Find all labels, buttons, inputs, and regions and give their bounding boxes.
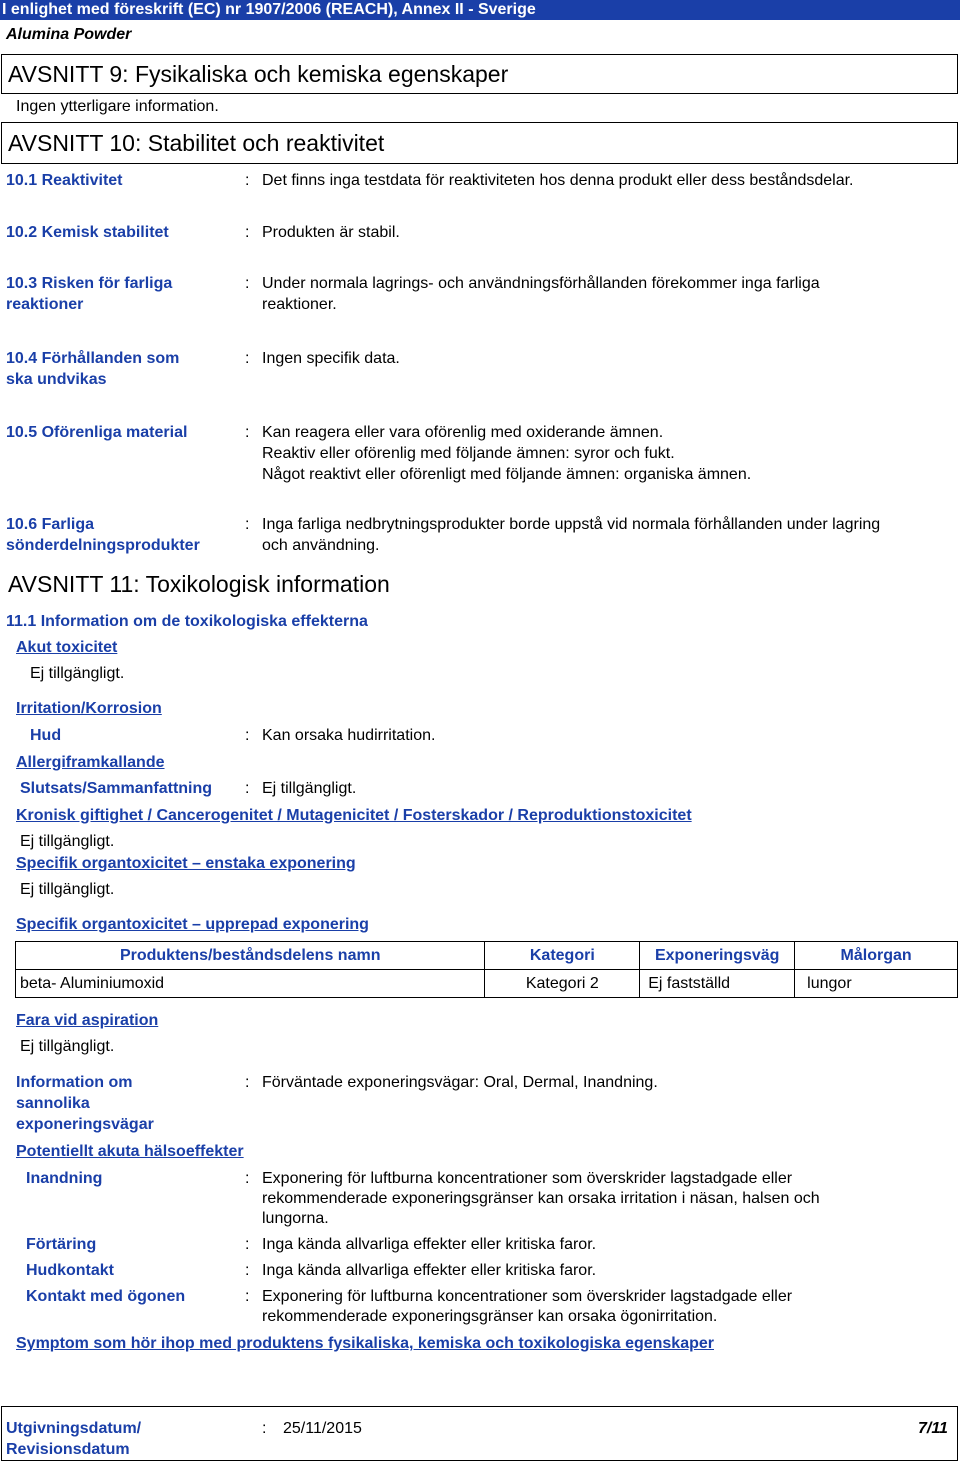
- table-header-cell: Exponeringsväg: [640, 942, 795, 970]
- issue-date-value: 25/11/2015: [283, 1420, 362, 1437]
- exposure-routes-label: exponeringsvägar: [16, 1116, 154, 1133]
- decomposition-products-value: Inga farliga nedbrytningsprodukter borde uppstå vid normala förhållanden under lagring: [262, 516, 881, 533]
- table-header-row: [16, 942, 958, 970]
- product-name: Alumina Powder: [6, 26, 132, 43]
- section-11-heading: AVSNITT 11: Toxikologisk information: [8, 571, 390, 597]
- ingestion-value: Inga kända allvarliga effekter eller kritiska faror.: [262, 1236, 597, 1253]
- inhalation-label: Inandning: [26, 1170, 103, 1187]
- colon: :: [245, 1170, 250, 1187]
- acute-toxicity-value: Ej tillgängligt.: [30, 665, 125, 682]
- sensitization-label: Allergiframkallande: [16, 754, 165, 771]
- chronic-toxicity-label: Kronisk giftighet / Cancerogenitet / Mutagenicitet / Fosterskador / Reproduktionstoxicitet: [16, 807, 692, 824]
- ingestion-label: Förtäring: [26, 1236, 97, 1253]
- acute-toxicity-label: Akut toxicitet: [16, 639, 118, 656]
- hazardous-reactions-value: reaktioner.: [262, 296, 337, 313]
- conclusion-label: Slutsats/Sammanfattning: [20, 780, 213, 797]
- colon: :: [245, 424, 250, 441]
- incompatible-materials-value: Reaktiv eller oförenlig med följande ämnen: syror och fukt.: [262, 445, 675, 462]
- decomposition-products-label: 10.6 Farliga: [6, 516, 95, 533]
- aspiration-hazard-value: Ej tillgängligt.: [20, 1038, 115, 1055]
- colon: :: [245, 516, 250, 533]
- section-9-text: Ingen ytterligare information.: [16, 98, 219, 115]
- hazardous-reactions-label: 10.3 Risken för farliga: [6, 275, 173, 292]
- skin-contact-value: Inga kända allvarliga effekter eller kritiska faror.: [262, 1262, 597, 1279]
- colon: :: [245, 780, 250, 797]
- issue-date-label: Utgivningsdatum/: [6, 1420, 142, 1437]
- colon: :: [245, 1236, 250, 1253]
- exposure-routes-label: Information om: [16, 1074, 133, 1091]
- hazardous-reactions-value: Under normala lagrings- och användningsförhållanden förekommer inga farliga: [262, 275, 820, 292]
- conditions-to-avoid-label: ska undvikas: [6, 371, 107, 388]
- symptoms-label: Symptom som hör ihop med produktens fysikaliska, kemiska och toxikologiska egenskaper: [16, 1335, 714, 1352]
- colon: :: [245, 275, 250, 292]
- regulation-title: I enlighet med föreskrift (EC) nr 1907/2006 (REACH), Annex II - Sverige: [2, 1, 536, 18]
- inhalation-value: rekommenderade exponeringsgränser kan orsaka irritation i näsan, halsen och: [262, 1190, 820, 1207]
- table-header-cell: Produktens/beståndsdelens namn: [16, 942, 485, 970]
- stot-single-value: Ej tillgängligt.: [20, 881, 115, 898]
- inhalation-value: lungorna.: [262, 1210, 329, 1227]
- chemical-stability-value: Produkten är stabil.: [262, 224, 400, 241]
- colon: :: [245, 350, 250, 367]
- section-9-heading: AVSNITT 9: Fysikaliska och kemiska egenskaper: [8, 61, 509, 87]
- table-cell: Ej fastställd: [640, 970, 795, 998]
- eye-contact-label: Kontakt med ögonen: [26, 1288, 186, 1305]
- colon: :: [262, 1420, 267, 1437]
- inhalation-value: Exponering för luftburna koncentrationer som överskrider lagstadgade eller: [262, 1170, 793, 1187]
- conditions-to-avoid-label: 10.4 Förhållanden som: [6, 350, 180, 367]
- aspiration-hazard-label: Fara vid aspiration: [16, 1012, 159, 1029]
- table-cell: lungor: [795, 970, 958, 998]
- table-cell: Kategori 2: [485, 970, 640, 998]
- chronic-toxicity-value: Ej tillgängligt.: [20, 833, 115, 850]
- stot-repeated-table: [15, 941, 958, 998]
- incompatible-materials-label: 10.5 Oförenliga material: [6, 424, 188, 441]
- issue-date-label: Revisionsdatum: [6, 1441, 130, 1458]
- stot-single-label: Specifik organtoxicitet – enstaka exponering: [16, 855, 356, 872]
- decomposition-products-value: och användning.: [262, 537, 380, 554]
- reactivity-label: 10.1 Reaktivitet: [6, 172, 123, 189]
- incompatible-materials-value: Något reaktivt eller oförenligt med följande ämnen: organiska ämnen.: [262, 466, 752, 483]
- section-10-heading: AVSNITT 10: Stabilitet och reaktivitet: [8, 130, 385, 156]
- table-header-cell: Kategori: [485, 942, 640, 970]
- decomposition-products-label: sönderdelningsprodukter: [6, 537, 200, 554]
- skin-value: Kan orsaka hudirritation.: [262, 727, 436, 744]
- reactivity-value: Det finns inga testdata för reaktiviteten hos denna produkt eller dess beståndsdelar.: [262, 172, 854, 189]
- skin-label: Hud: [30, 727, 62, 744]
- stot-repeated-label: Specifik organtoxicitet – upprepad exponering: [16, 916, 369, 933]
- table-row: [16, 970, 958, 998]
- colon: :: [245, 1074, 250, 1091]
- colon: :: [245, 1262, 250, 1279]
- hazardous-reactions-label: reaktioner: [6, 296, 84, 313]
- acute-health-effects-label: Potentiellt akuta hälsoeffekter: [16, 1143, 244, 1160]
- eye-contact-value: Exponering för luftburna koncentrationer som överskrider lagstadgade eller: [262, 1288, 793, 1305]
- irritation-label: Irritation/Korrosion: [16, 700, 162, 717]
- page-number: 7/11: [918, 1420, 948, 1437]
- incompatible-materials-value: Kan reagera eller vara oförenlig med oxiderande ämnen.: [262, 424, 664, 441]
- section-11-subheading: 11.1 Information om de toxikologiska effekterna: [6, 613, 368, 630]
- skin-contact-label: Hudkontakt: [26, 1262, 114, 1279]
- colon: :: [245, 1288, 250, 1305]
- table-cell: beta- Aluminiumoxid: [16, 970, 485, 998]
- table-header-cell: Målorgan: [795, 942, 958, 970]
- conditions-to-avoid-value: Ingen specifik data.: [262, 350, 400, 367]
- colon: :: [245, 727, 250, 744]
- conclusion-value: Ej tillgängligt.: [262, 780, 357, 797]
- chemical-stability-label: 10.2 Kemisk stabilitet: [6, 224, 169, 241]
- exposure-routes-label: sannolika: [16, 1095, 90, 1112]
- colon: :: [245, 224, 250, 241]
- colon: :: [245, 172, 250, 189]
- eye-contact-value: rekommenderade exponeringsgränser kan orsaka ögonirritation.: [262, 1308, 718, 1325]
- footer-box: [1, 1406, 958, 1461]
- document-header-bar: [0, 0, 960, 20]
- exposure-routes-value: Förväntade exponeringsvägar: Oral, Dermal, Inandning.: [262, 1074, 658, 1091]
